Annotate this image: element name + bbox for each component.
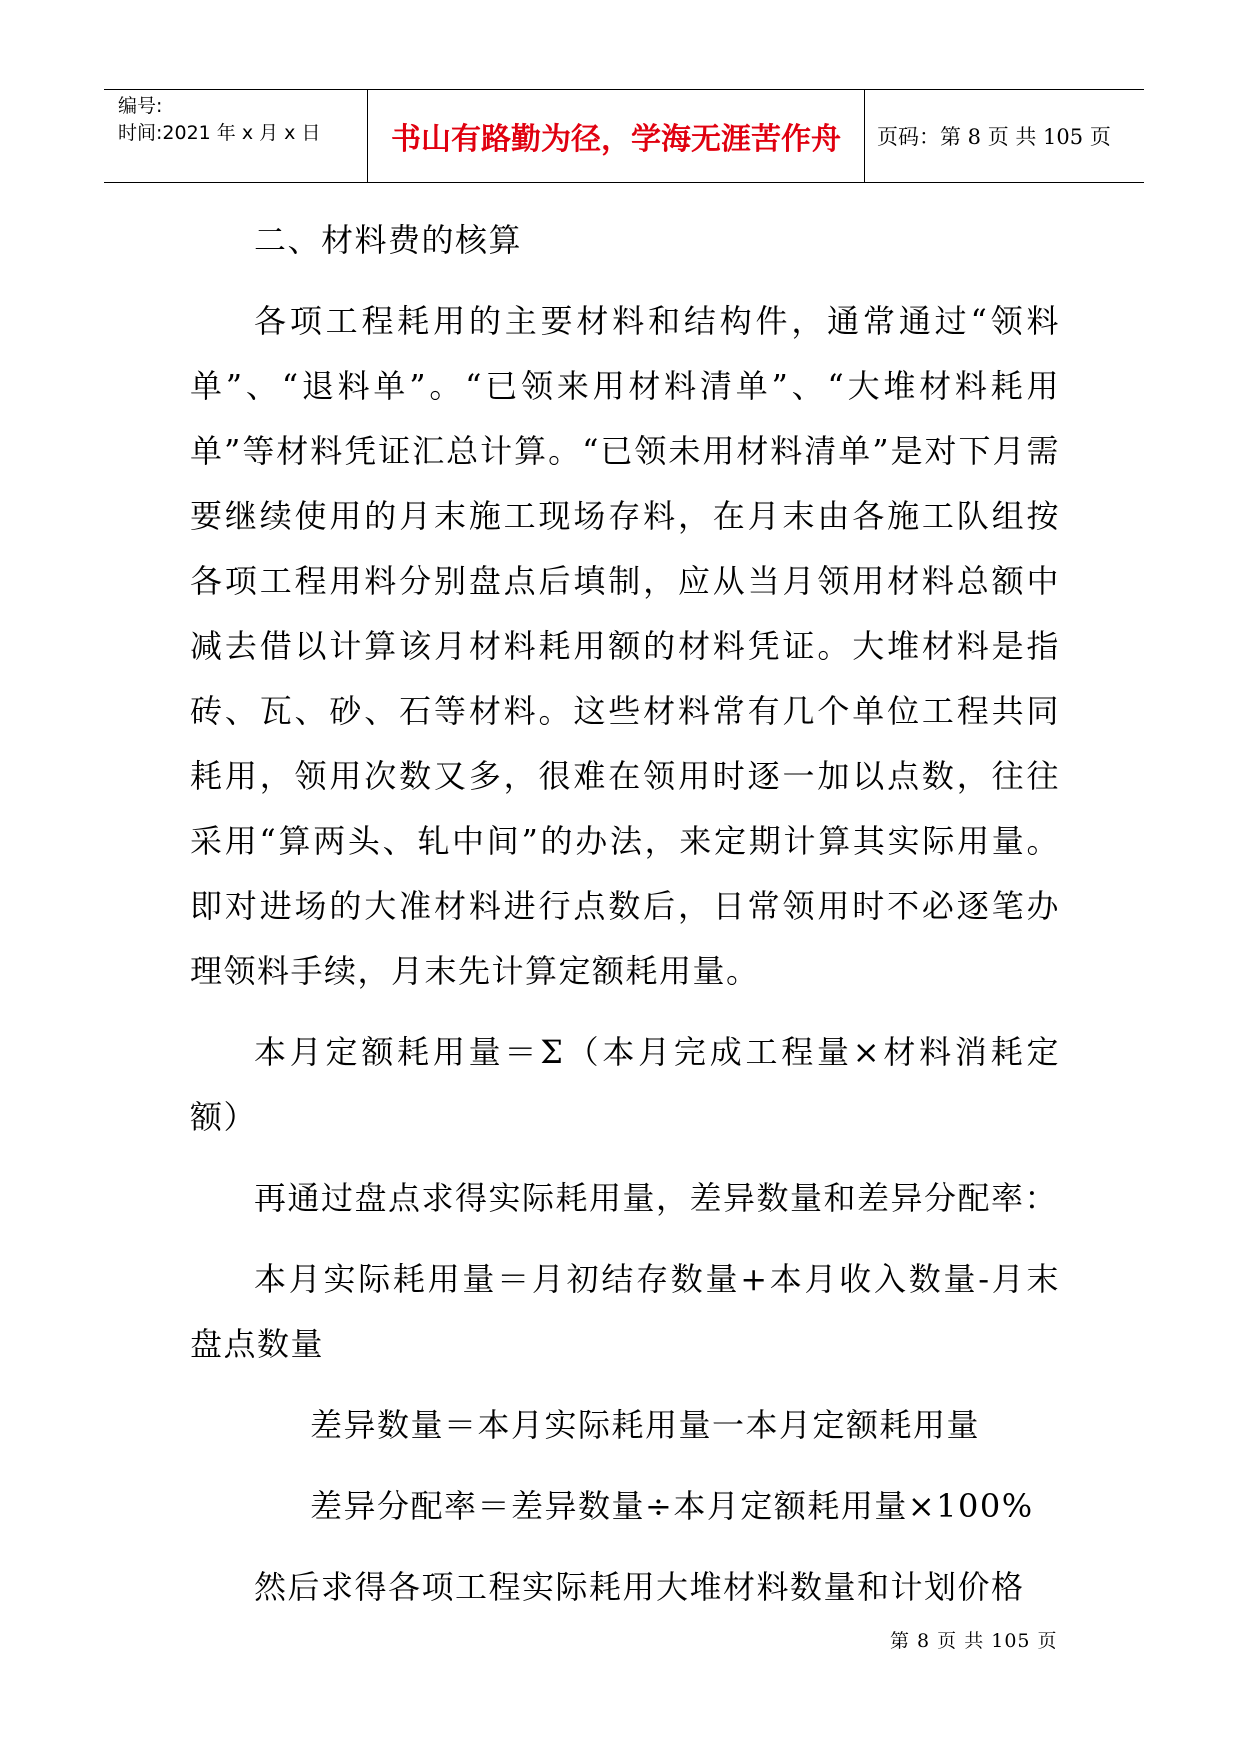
header-meta bbox=[104, 90, 368, 182]
paragraph-materials: 各项工程耗用的主要材料和结构件，通常通过“领料单”、“退料单”。“已领来用材料清单”、“大堆材料耗用单”等材料凭证汇总计算。“已领未用材料清单”是对下月需要继续使用的月末施工现场存料，在月末由各施工队组按各项工程用料分别盘点后填制，应从当月领用材料总额中减去借以计算该月材料耗用额的材料凭证。大堆材料是指砖、瓦、砂、石等材料。这些材料常有几个单位工程共同耗用，领用次数又多，很难在领用时逐一加以点数，往往采用“算两头、轧中间”的办法，来定期计算其实际用量。即对进场的大准材料进行点数后，日常领用时不必逐笔办理领料手续，月末先计算定额耗用量。 bbox=[190, 302, 1060, 990]
paragraph-conclusion: 然后求得各项工程实际耗用大堆材料数量和计划价格 bbox=[254, 1568, 1025, 1606]
page-info-text: 页码：第 8 页 共 105 页 bbox=[877, 125, 1111, 149]
section-heading: 二、材料费的核算 bbox=[254, 221, 523, 259]
motto-text: 书山有路勤为径，学海无涯苦作舟 bbox=[391, 122, 841, 157]
formula-difference: 差异数量＝本月实际耗用量一本月定额耗用量 bbox=[310, 1406, 981, 1444]
formula-actual-usage: 本月实际耗用量＝月初结存数量+本月收入数量-月末盘点数量 bbox=[190, 1260, 1060, 1363]
time-label: 时间:2021 年 x 月 x 日 bbox=[118, 122, 321, 144]
document-body bbox=[190, 208, 1060, 1620]
page-footer: 第 8 页 共 105 页 bbox=[890, 1630, 1058, 1652]
header-motto-cell bbox=[368, 90, 865, 182]
code-label: 编号: bbox=[118, 95, 163, 117]
paragraph-inventory: 再通过盘点求得实际耗用量，差异数量和差异分配率： bbox=[254, 1179, 1059, 1217]
header-page-info bbox=[865, 90, 1144, 182]
page-header bbox=[104, 89, 1144, 183]
formula-quota-usage: 本月定额耗用量＝Σ（本月完成工程量×材料消耗定额） bbox=[190, 1033, 1060, 1136]
formula-difference-rate: 差异分配率＝差异数量÷本月定额耗用量×100% bbox=[310, 1487, 1034, 1525]
